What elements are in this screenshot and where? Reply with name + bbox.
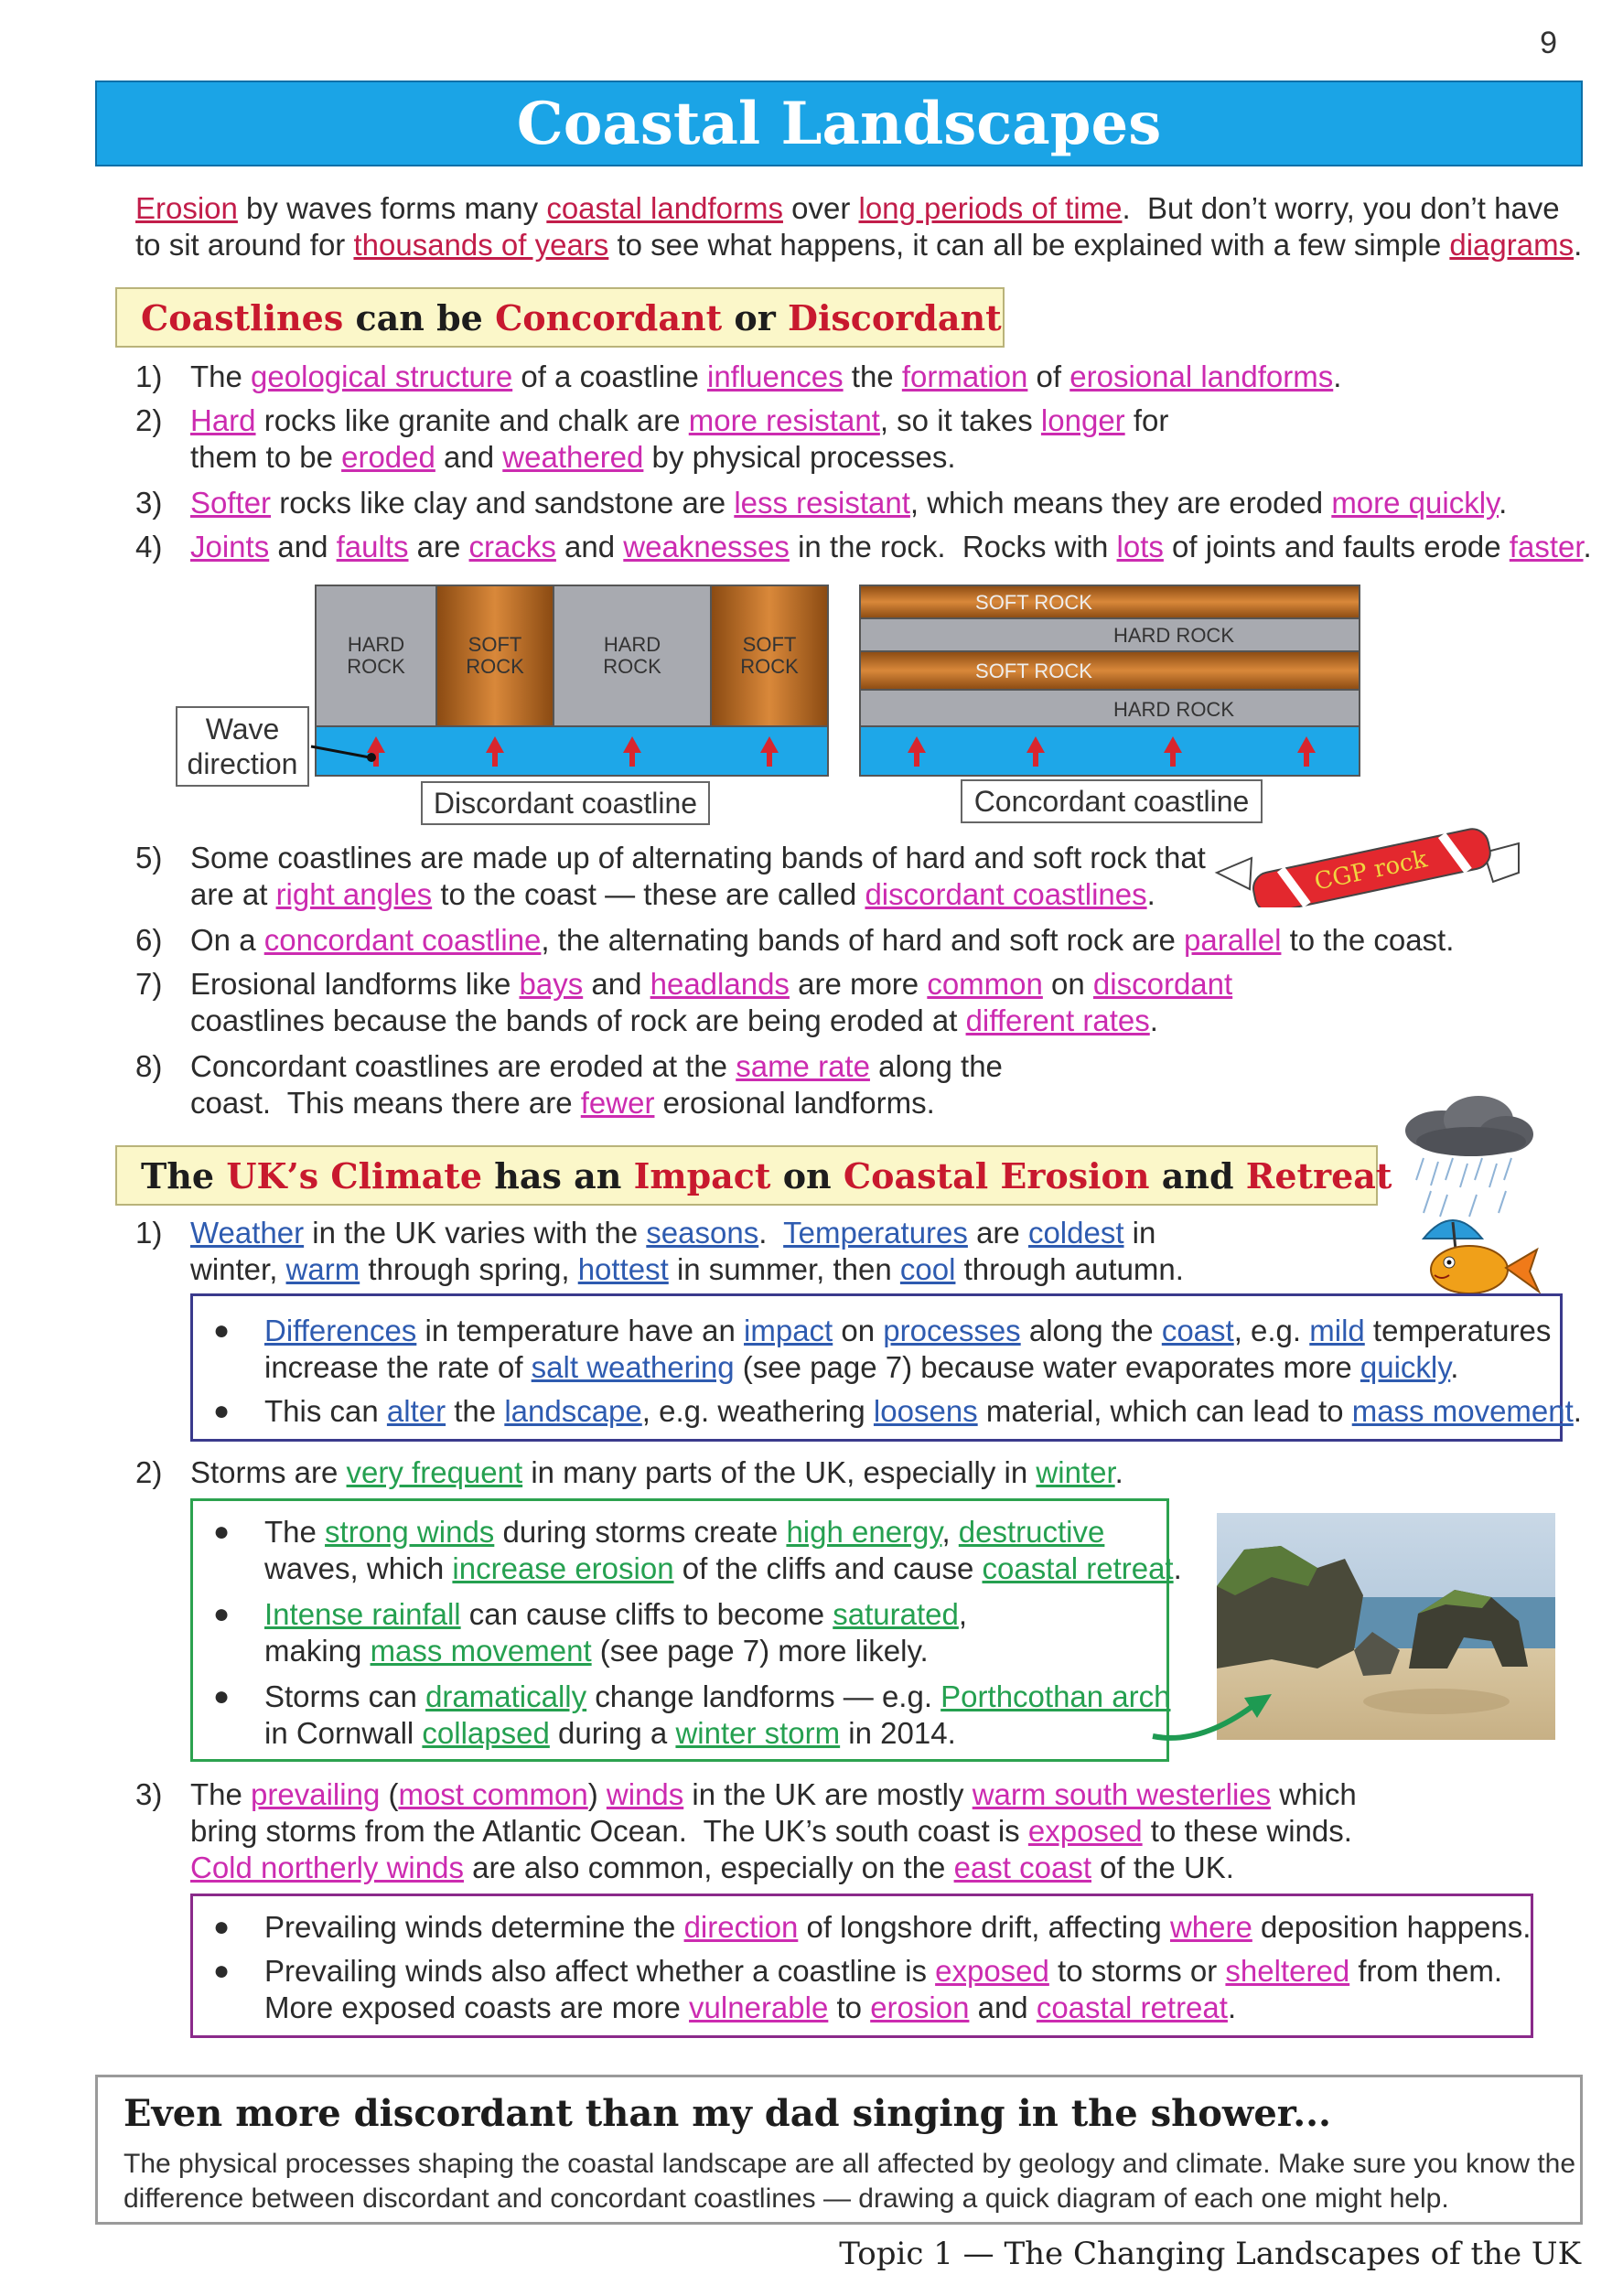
text-run: , — [958, 1597, 968, 1631]
rock-label: SOFT ROCK — [975, 591, 1092, 614]
text-run: rocks like granite and chalk are — [255, 403, 689, 437]
rock-candy-text: CGP rock — [1312, 845, 1430, 896]
winds-bullet-1 — [264, 1909, 1531, 1946]
temperature-bullet-2 — [264, 1393, 1582, 1430]
text-run: for — [1124, 403, 1169, 437]
text-run: On a — [190, 923, 264, 957]
keyword-link[interactable]: sheltered — [1225, 1954, 1350, 1988]
bullet: ● — [213, 1517, 231, 1547]
text-run: material, which can lead to — [977, 1394, 1352, 1428]
text-run: deposition happens. — [1252, 1910, 1532, 1944]
text-run: Storms are — [190, 1455, 347, 1489]
keyword-link[interactable]: impact — [744, 1314, 833, 1347]
rock-label: HARD ROCK — [347, 633, 405, 678]
text-run: , so it takes — [879, 403, 1041, 437]
keyword-link[interactable]: coldest — [1027, 1216, 1124, 1250]
text-run: coastlines because the bands of rock are being eroded at — [190, 1003, 966, 1037]
list-item-4 — [190, 529, 1592, 565]
list-item-6 — [190, 922, 1454, 959]
text-run: The — [190, 1777, 252, 1811]
bullet: ● — [213, 1315, 231, 1346]
keyword-link[interactable]: discordant coastlines — [865, 877, 1147, 911]
heading-text: or — [722, 296, 788, 338]
text-run: in 2014. — [840, 1716, 956, 1750]
text-run: in the rock. Rocks with — [789, 530, 1117, 563]
storms-box — [190, 1498, 1182, 1762]
text-run: during storms create — [494, 1515, 787, 1549]
text-run: are at — [190, 877, 276, 911]
keyword-link[interactable]: coastal retreat — [1036, 1990, 1228, 2024]
keyword-link[interactable]: cracks — [468, 530, 556, 563]
list-num: 3) — [135, 1777, 163, 1811]
keyword-link[interactable]: different rates — [965, 1003, 1150, 1037]
list-num: 2) — [135, 1455, 163, 1489]
keyword-link[interactable]: more resistant — [688, 403, 880, 437]
keyword-link[interactable]: erosion — [870, 1990, 970, 2024]
list-item-2-cont — [190, 439, 956, 476]
title-bar — [95, 80, 1583, 166]
text-run: , the alternating bands of hard and soft rock are — [541, 923, 1185, 957]
text-run: are — [967, 1216, 1028, 1250]
text-run: . — [1114, 1455, 1123, 1489]
text-run: through autumn. — [955, 1252, 1184, 1286]
wave-direction-label: Wave direction — [176, 706, 309, 787]
keyword-link[interactable]: coastal landforms — [546, 191, 783, 225]
text-run: and — [969, 1990, 1037, 2024]
keyword-link[interactable]: east coast — [953, 1851, 1091, 1884]
text-run: coast. This means there are — [190, 1086, 581, 1120]
text-run: from them. — [1349, 1954, 1503, 1988]
rock-label: SOFT ROCK — [740, 633, 799, 678]
heading-keyword: Concordant — [495, 296, 723, 338]
text-run: are more — [789, 967, 928, 1001]
keyword-link[interactable]: thousands of years — [353, 228, 609, 262]
summary-line-1: The physical processes shaping the coastal landscape are all affected by geology and climate. Make sure you know the — [124, 2149, 1576, 2179]
rock-label: HARD ROCK — [603, 633, 661, 678]
keyword-link[interactable]: seasons — [646, 1216, 759, 1250]
keyword-link[interactable]: faster — [1509, 530, 1584, 563]
text-run: by waves forms many — [237, 191, 547, 225]
sea — [860, 726, 1360, 776]
text-run: to — [828, 1990, 871, 2024]
temperature-bullet-1 — [264, 1313, 1551, 1349]
keyword-link[interactable]: Porthcothan arch — [940, 1679, 1171, 1713]
keyword-link[interactable]: faults — [336, 530, 409, 563]
storms-bullet-2-cont — [264, 1633, 929, 1669]
text-run: and — [583, 967, 650, 1001]
text-run: , which means they are eroded — [909, 486, 1332, 520]
list-item-8 — [190, 1048, 1003, 1085]
concordant-coastline-label: Concordant coastline — [961, 779, 1263, 823]
climate-item-3-cont — [190, 1813, 1352, 1850]
text-run: to the coast — these are called — [432, 877, 865, 911]
text-run: This can — [264, 1394, 387, 1428]
heading-text: can be — [343, 296, 496, 338]
text-run: of a coastline — [512, 359, 707, 393]
keyword-link[interactable]: common — [927, 967, 1043, 1001]
heading-text: and — [1149, 1154, 1246, 1196]
heading-text: The — [141, 1154, 227, 1196]
cloud-icon — [1405, 1096, 1533, 1156]
text-run: Erosional landforms like — [190, 967, 520, 1001]
text-run: winter, — [190, 1252, 286, 1286]
text-run: and — [555, 530, 624, 563]
text-run: The — [264, 1515, 326, 1549]
text-run: of the UK. — [1091, 1851, 1234, 1884]
text-run: during a — [549, 1716, 676, 1750]
text-run: Prevailing winds determine the — [264, 1910, 684, 1944]
wrapper-left — [1217, 858, 1252, 889]
keyword-link[interactable]: headlands — [650, 967, 790, 1001]
keyword-link[interactable]: Weather — [190, 1216, 305, 1250]
text-run: them to be — [190, 440, 342, 474]
keyword-link[interactable]: salt weathering — [531, 1350, 735, 1384]
keyword-link[interactable]: mass movement — [370, 1634, 592, 1668]
text-run: waves, which — [264, 1551, 453, 1585]
keyword-link[interactable]: bays — [519, 967, 584, 1001]
keyword-link[interactable]: strong winds — [325, 1515, 495, 1549]
text-run: along the — [869, 1049, 1003, 1083]
heading-keyword: Impact — [633, 1154, 771, 1196]
keyword-link[interactable]: parallel — [1184, 923, 1282, 957]
list-num: 5) — [135, 841, 163, 874]
list-num: 7) — [135, 967, 163, 1001]
sea — [316, 726, 828, 776]
keyword-link[interactable]: direction — [683, 1910, 799, 1944]
keyword-link[interactable]: coastal retreat — [982, 1551, 1174, 1585]
keyword-link[interactable]: influences — [707, 359, 844, 393]
arrow-icon — [1144, 1674, 1281, 1747]
summary-line-2: difference between discordant and concordant coastlines — drawing a quick diagram of each one might help. — [124, 2183, 1449, 2214]
winds-bullet-2 — [264, 1953, 1502, 1990]
list-num: 4) — [135, 530, 163, 563]
keyword-link[interactable]: diagrams — [1449, 228, 1575, 262]
text-run: along the — [1020, 1314, 1162, 1347]
keyword-link[interactable]: winter storm — [675, 1716, 841, 1750]
keyword-link[interactable]: Softer — [190, 486, 272, 520]
keyword-link[interactable]: most common — [398, 1777, 588, 1811]
text-run: which — [1271, 1777, 1357, 1811]
text-run: temperatures — [1364, 1314, 1552, 1347]
rock-label: HARD ROCK — [1112, 624, 1235, 647]
heading-text: has an — [482, 1154, 634, 1196]
text-run: are also common, especially on the — [463, 1851, 954, 1884]
text-run: and — [435, 440, 503, 474]
text-run: of — [1027, 359, 1070, 393]
section-heading-climate — [115, 1145, 1392, 1206]
keyword-link[interactable]: discordant — [1092, 967, 1233, 1001]
text-run: of joints and faults erode — [1163, 530, 1510, 563]
rain-cloud-fish-illustration — [1369, 1089, 1588, 1308]
keyword-link[interactable]: eroded — [341, 440, 435, 474]
text-run: of longshore drift, affecting — [798, 1910, 1170, 1944]
text-run: over — [782, 191, 859, 225]
list-num: 3) — [135, 486, 163, 520]
keyword-link[interactable]: where — [1169, 1910, 1252, 1944]
keyword-link[interactable]: exposed — [1027, 1814, 1143, 1848]
text-run: on — [1042, 967, 1093, 1001]
keyword-link[interactable]: Erosion — [135, 191, 238, 225]
text-run: , e.g. — [1233, 1314, 1310, 1347]
heading-keyword: Retreat — [1245, 1154, 1392, 1196]
text-run: ( — [380, 1777, 399, 1811]
keyword-link[interactable]: exposed — [935, 1954, 1049, 1988]
list-item-5 — [190, 840, 1206, 876]
list-item-5-cont — [190, 876, 1155, 913]
keyword-link[interactable]: increase erosion — [452, 1551, 674, 1585]
text-run: . — [1146, 877, 1155, 911]
keyword-link[interactable]: fewer — [580, 1086, 655, 1120]
text-run: Prevailing winds also affect whether a coastline is — [264, 1954, 936, 1988]
text-run: to these winds. — [1142, 1814, 1352, 1848]
text-run: in temperature have an — [416, 1314, 745, 1347]
page-title: Coastal Landscapes — [516, 89, 1162, 158]
text-run: . — [758, 1216, 784, 1250]
keyword-link[interactable]: processes — [883, 1314, 1021, 1347]
storms-bullet-1-cont — [264, 1550, 1182, 1587]
concordant-diagram — [860, 585, 1360, 776]
topic-footer: Topic 1 — The Changing Landscapes of the UK — [839, 2236, 1581, 2272]
keyword-link[interactable]: high energy — [786, 1515, 942, 1549]
keyword-link[interactable]: erosional landforms — [1069, 359, 1334, 393]
page-number: 9 — [1540, 26, 1557, 60]
keyword-link[interactable]: Hard — [190, 403, 256, 437]
storms-bullet-1 — [264, 1514, 1104, 1550]
list-item-7-cont — [190, 1003, 1158, 1039]
heading-keyword: Coastlines — [141, 296, 344, 338]
rock-label: SOFT ROCK — [975, 660, 1092, 682]
keyword-link[interactable]: loosens — [873, 1394, 978, 1428]
text-run: . — [1450, 1350, 1459, 1384]
text-run: (see page 7) more likely. — [591, 1634, 929, 1668]
text-run: increase the rate of — [264, 1350, 532, 1384]
keyword-link[interactable]: collapsed — [422, 1716, 550, 1750]
keyword-link[interactable]: weathered — [502, 440, 644, 474]
text-run: on — [833, 1314, 884, 1347]
keyword-link[interactable]: weaknesses — [623, 530, 790, 563]
keyword-link[interactable]: Intense rainfall — [264, 1597, 461, 1631]
discordant-diagram — [311, 585, 828, 776]
keyword-link[interactable]: Temperatures — [783, 1216, 968, 1250]
keyword-link[interactable]: hottest — [577, 1252, 669, 1286]
winds-bullet-2-cont — [264, 1990, 1236, 2026]
keyword-link[interactable]: less resistant — [734, 486, 910, 520]
text-run: , — [941, 1515, 959, 1549]
text-run: to see what happens, it can all be explained with a few simple — [608, 228, 1450, 262]
hard-rock-band — [860, 690, 1360, 726]
text-run: to sit around for — [135, 228, 354, 262]
keyword-link[interactable]: Differences — [264, 1314, 417, 1347]
heading-keyword: Coastal Erosion — [843, 1154, 1150, 1196]
list-item-1 — [190, 359, 1341, 395]
text-run: to storms or — [1048, 1954, 1226, 1988]
summary-title: Even more discordant than my dad singing in the shower... — [124, 2092, 1331, 2135]
text-run: the — [446, 1394, 505, 1428]
text-run: making — [264, 1634, 371, 1668]
text-run: rocks like clay and sandstone are — [271, 486, 735, 520]
keyword-link[interactable]: more quickly — [1331, 486, 1499, 520]
keyword-link[interactable]: vulnerable — [689, 1990, 829, 2024]
text-run: bring storms from the Atlantic Ocean. The UK’s south coast is — [190, 1814, 1028, 1848]
text-run: through spring, — [360, 1252, 578, 1286]
text-run: (see page 7) because water evaporates more — [734, 1350, 1360, 1384]
hard-rock-band — [860, 618, 1360, 651]
text-run: . — [1583, 530, 1592, 563]
temperature-bullet-1-cont — [264, 1349, 1458, 1386]
text-run: in summer, then — [668, 1252, 900, 1286]
text-run: . — [1227, 1990, 1237, 2024]
keyword-link[interactable]: coast — [1161, 1314, 1234, 1347]
bullet: ● — [213, 1912, 231, 1942]
storms-bullet-2 — [264, 1596, 967, 1633]
text-run: . — [1173, 1551, 1182, 1585]
keyword-link[interactable]: very frequent — [346, 1455, 523, 1489]
list-num: 1) — [135, 1216, 163, 1250]
storms-bullet-3-cont — [264, 1715, 956, 1752]
text-run: in the UK varies with the — [304, 1216, 647, 1250]
text-run: The — [190, 359, 252, 393]
text-run: . — [1333, 359, 1342, 393]
text-run: More exposed coasts are more — [264, 1990, 690, 2024]
keyword-link[interactable]: lots — [1116, 530, 1164, 563]
cgp-rock-candy — [1209, 825, 1526, 907]
text-run: ) — [587, 1777, 607, 1811]
fish-icon — [1431, 1246, 1539, 1293]
storms-bullet-3 — [264, 1679, 1171, 1715]
text-run: , e.g. weathering — [641, 1394, 874, 1428]
climate-item-1-cont — [190, 1251, 1184, 1288]
text-run: by physical processes. — [643, 440, 956, 474]
soft-rock-band — [860, 585, 1360, 618]
list-item-3 — [190, 485, 1507, 521]
text-run: . — [1149, 1003, 1158, 1037]
text-run: Some coastlines are made up of alternating bands of hard and soft rock that — [190, 841, 1206, 874]
heading-keyword: UK’s Climate — [226, 1154, 483, 1196]
text-run: the — [843, 359, 902, 393]
heading-keyword: Discordant — [788, 296, 1002, 338]
text-run: . — [1573, 1394, 1582, 1428]
text-run: in the UK are mostly — [683, 1777, 973, 1811]
rock-label: HARD ROCK — [1112, 698, 1235, 721]
keyword-link[interactable]: quickly — [1360, 1350, 1451, 1384]
intro-line-2 — [135, 227, 1582, 263]
keyword-link[interactable]: longer — [1040, 403, 1125, 437]
keyword-link[interactable]: geological structure — [251, 359, 513, 393]
keyword-link[interactable]: formation — [901, 359, 1028, 393]
text-run: can cause cliffs to become — [460, 1597, 833, 1631]
climate-item-3 — [190, 1776, 1357, 1813]
text-run: Concordant coastlines are eroded at the — [190, 1049, 736, 1083]
keyword-link[interactable]: same rate — [736, 1049, 870, 1083]
text-run: . — [1499, 486, 1508, 520]
keyword-link[interactable]: cool — [899, 1252, 956, 1286]
keyword-link[interactable]: saturated — [833, 1597, 959, 1631]
keyword-link[interactable]: right angles — [275, 877, 433, 911]
keyword-link[interactable]: long periods of time — [858, 191, 1123, 225]
prevailing-winds-box — [190, 1894, 1533, 2038]
heading-text: on — [770, 1154, 844, 1196]
keyword-link[interactable]: mild — [1309, 1314, 1365, 1347]
keyword-link[interactable]: mass movement — [1351, 1394, 1574, 1428]
text-run: . — [1574, 228, 1583, 262]
climate-item-2 — [190, 1454, 1123, 1491]
keyword-link[interactable]: winds — [606, 1777, 684, 1811]
climate-item-3-cont2 — [190, 1850, 1234, 1886]
keyword-link[interactable]: Joints — [190, 530, 270, 563]
soft-rock-band — [860, 651, 1360, 690]
list-num: 6) — [135, 923, 163, 957]
list-item-2 — [190, 402, 1168, 439]
list-item-8-cont — [190, 1085, 935, 1121]
climate-item-1 — [190, 1215, 1155, 1251]
keyword-link[interactable]: alter — [386, 1394, 446, 1428]
section-heading-coastlines — [115, 287, 1005, 348]
keyword-link[interactable]: concordant coastline — [263, 923, 542, 957]
intro-line-1 — [135, 190, 1560, 227]
keyword-link[interactable]: Cold northerly winds — [190, 1851, 464, 1884]
coastline-diagram — [174, 576, 1583, 832]
text-run: . But don’t worry, you don’t have — [1122, 191, 1560, 225]
bullet: ● — [213, 1396, 231, 1426]
temperature-box — [190, 1293, 1582, 1442]
keyword-link[interactable]: prevailing — [251, 1777, 381, 1811]
text-run: erosional landforms. — [654, 1086, 935, 1120]
bullet: ● — [213, 1956, 231, 1986]
text-run: are — [408, 530, 469, 563]
keyword-link[interactable]: warm south westerlies — [972, 1777, 1272, 1811]
list-num: 2) — [135, 403, 163, 437]
text-run: change landforms — e.g. — [586, 1679, 941, 1713]
rain-icon — [1416, 1158, 1511, 1217]
rock-label: SOFT ROCK — [466, 633, 524, 678]
keyword-link[interactable]: winter — [1036, 1455, 1115, 1489]
bullet: ● — [213, 1599, 231, 1629]
list-num: 8) — [135, 1049, 163, 1083]
discordant-coastline-label: Discordant coastline — [421, 781, 710, 825]
summary-box — [95, 2075, 1583, 2225]
keyword-link[interactable]: dramatically — [425, 1679, 587, 1713]
list-item-7 — [190, 966, 1232, 1003]
text-run: and — [269, 530, 337, 563]
text-run: Storms can — [264, 1679, 426, 1713]
text-run: of the cliffs and cause — [673, 1551, 983, 1585]
text-run: to the coast. — [1281, 923, 1455, 957]
keyword-link[interactable]: destructive — [958, 1515, 1105, 1549]
text-run: in Cornwall — [264, 1716, 423, 1750]
list-num: 1) — [135, 359, 163, 393]
keyword-link[interactable]: warm — [285, 1252, 360, 1286]
bullet: ● — [213, 1681, 231, 1711]
text-run: in many parts of the UK, especially in — [522, 1455, 1037, 1489]
text-run: in — [1123, 1216, 1156, 1250]
keyword-link[interactable]: landscape — [504, 1394, 642, 1428]
